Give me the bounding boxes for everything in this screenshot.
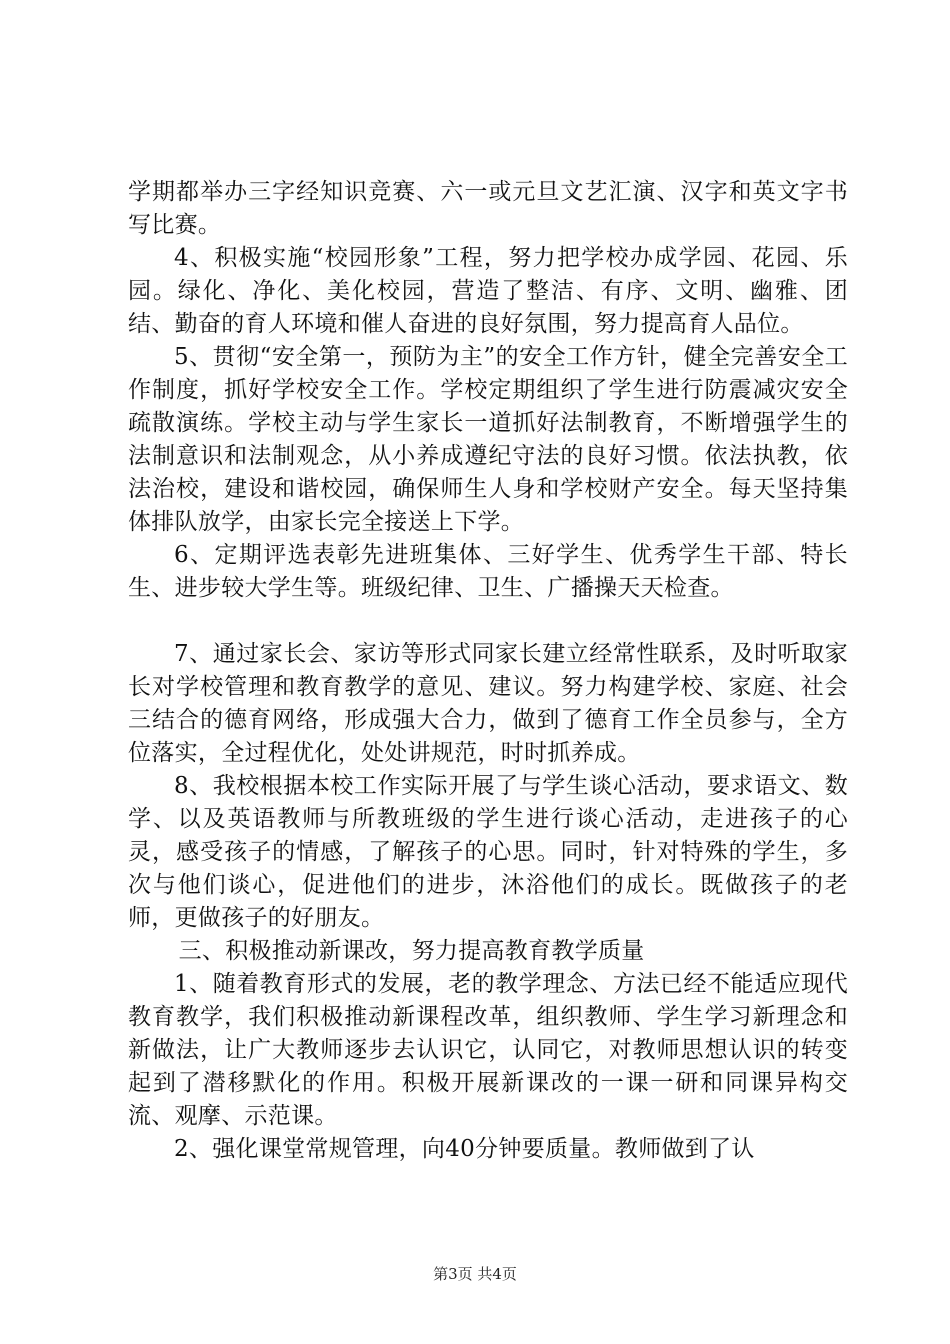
paragraph-item-4: 4、积极实施“校园形象”工程，努力把学校办成学园、花园、乐园。绿化、净化、美化校园，营造了整洁、有序、文明、幽雅、团结、勤奋的育人环境和催人奋进的良好氛围，努力提高育人品位。 [128,245,848,337]
paragraph-continuation: 学期都举办三字经知识竞赛、六一或元旦文艺汇演、汉字和英文字书写比赛。 [128,179,848,238]
paragraph-item-7: 7、通过家长会、家访等形式同家长建立经常性联系，及时听取家长对学校管理和教育教学的意见、建议。努力构建学校、家庭、社会三结合的德育网络，形成强大合力，做到了德育工作全员参与，全方位落实，全过程优化，处处讲规范，时时抓养成。 [128,641,848,766]
document-body [128,176,848,1166]
paragraph-item-6: 6、定期评选表彰先进班集体、三好学生、优秀学生干部、特长生、进步较大学生等。班级纪律、卫生、广播操天天检查。 [128,542,848,601]
blank-line [128,605,848,638]
paragraph-item-8: 8、我校根据本校工作实际开展了与学生谈心活动，要求语文、数学、以及英语教师与所教班级的学生进行谈心活动，走进孩子的心灵，感受孩子的情感，了解孩子的心思。同时，针对特殊的学生，多次与他们谈心，促进他们的进步，沐浴他们的成长。既做孩子的老师，更做孩子的好朋友。 [128,773,848,931]
section-heading: 三、积极推动新课改，努力提高教育教学质量 [178,938,645,964]
paragraph-section3-item-1: 1、随着教育形式的发展，老的教学理念、方法已经不能适应现代教育教学，我们积极推动新课程改革，组织教师、学生学习新理念和新做法，让广大教师逐步去认识它，认同它，对教师思想认识的转变起到了潜移默化的作用。积极开展新课改的一课一研和同课异构交流、观摩、示范课。 [128,971,848,1129]
paragraph-item-5: 5、贯彻“安全第一，预防为主”的安全工作方针，健全完善安全工作制度，抓好学校安全工作。学校定期组织了学生进行防震减灾安全疏散演练。学校主动与学生家长一道抓好法制教育，不断增强学生的法制意识和法制观念，从小养成遵纪守法的良好习惯。依法执教，依法治校，建设和谐校园，确保师生人身和学校财产安全。每天坚持集体排队放学，由家长完全接送上下学。 [128,344,848,535]
paragraph-section3-item-2: 2、强化课堂常规管理，向40分钟要质量。教师做到了认 [174,1136,755,1162]
page-number-footer: 第3页 共4页 [433,1265,517,1283]
